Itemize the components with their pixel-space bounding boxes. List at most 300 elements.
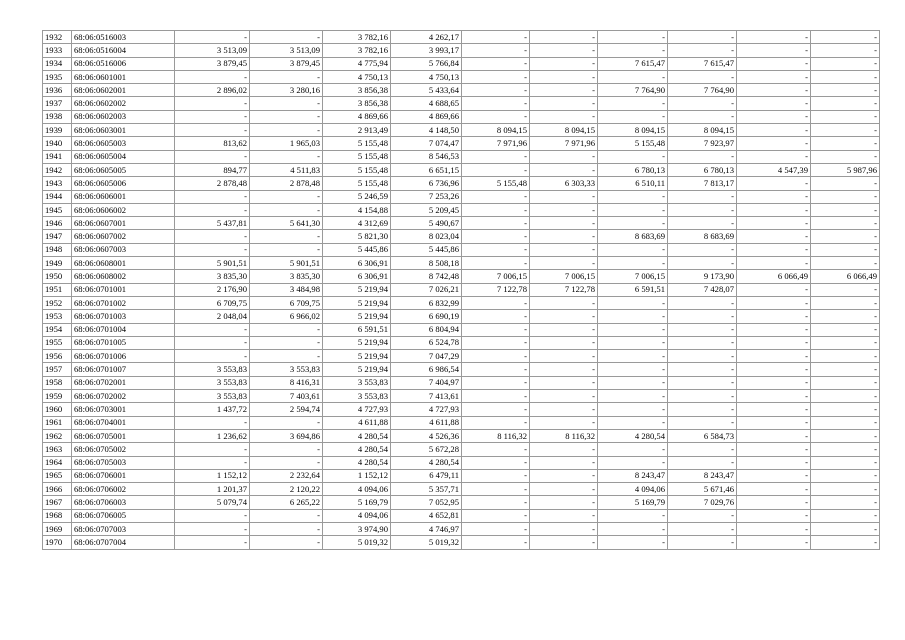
value-cell: 5 672,28 [391,443,462,456]
value-cell: - [250,31,323,44]
value-cell: - [530,243,598,256]
value-cell: - [737,443,811,456]
table-row [43,177,880,190]
value-cell: 5 155,48 [323,177,391,190]
row-number-cell: 1970 [43,536,72,549]
value-cell: 5 437,81 [175,217,250,230]
value-cell: - [462,217,530,230]
value-cell: 3 553,83 [250,363,323,376]
value-cell: - [737,522,811,535]
row-number-cell: 1961 [43,416,72,429]
value-cell: - [462,230,530,243]
value-cell: 3 553,83 [175,390,250,403]
row-number-cell: 1933 [43,44,72,57]
row-number-cell: 1946 [43,217,72,230]
value-cell: 4 280,54 [323,456,391,469]
row-number-cell: 1951 [43,283,72,296]
table-row [43,376,880,389]
cadastral-code-cell: 68:06:0605004 [72,150,175,163]
value-cell: - [598,443,668,456]
value-cell: - [530,296,598,309]
value-cell: - [737,177,811,190]
table-row [43,283,880,296]
cadastral-code-cell: 68:06:0606001 [72,190,175,203]
value-cell: 3 513,09 [250,44,323,57]
table-row [43,496,880,509]
value-cell: - [668,150,737,163]
table-body [43,31,880,550]
row-number-cell: 1954 [43,323,72,336]
value-cell: - [530,363,598,376]
cadastral-code-cell: 68:06:0706002 [72,483,175,496]
value-cell: - [462,150,530,163]
value-cell: - [811,350,880,363]
value-cell: - [668,203,737,216]
table-row [43,97,880,110]
value-cell: - [462,57,530,70]
value-cell: - [250,243,323,256]
table-row [43,84,880,97]
value-cell: - [175,350,250,363]
value-cell: - [175,70,250,83]
value-cell: 3 782,16 [323,44,391,57]
value-cell: - [737,376,811,389]
value-cell: 7 615,47 [598,57,668,70]
value-cell: - [811,217,880,230]
value-cell: - [462,323,530,336]
value-cell: - [530,57,598,70]
value-cell: 8 116,32 [462,429,530,442]
table-row [43,150,880,163]
cadastral-code-cell: 68:06:0516006 [72,57,175,70]
cadastral-code-cell: 68:06:0705002 [72,443,175,456]
value-cell: 6 510,11 [598,177,668,190]
value-cell: - [811,243,880,256]
value-cell: - [250,190,323,203]
value-cell: - [668,190,737,203]
value-cell: 5 019,32 [391,536,462,549]
value-cell: 4 611,88 [391,416,462,429]
value-cell: - [668,443,737,456]
value-cell: 4 652,81 [391,509,462,522]
table-row [43,509,880,522]
table-row [43,403,880,416]
value-cell: 3 856,38 [323,84,391,97]
value-cell: 8 742,48 [391,270,462,283]
value-cell: - [737,203,811,216]
value-cell: 2 878,48 [250,177,323,190]
value-cell: - [250,323,323,336]
cadastral-code-cell: 68:06:0607002 [72,230,175,243]
value-cell: 7 122,78 [530,283,598,296]
row-number-cell: 1938 [43,110,72,123]
value-cell: 5 821,30 [323,230,391,243]
value-cell: - [462,443,530,456]
row-number-cell: 1947 [43,230,72,243]
value-cell: 5 169,79 [598,496,668,509]
value-cell: - [250,443,323,456]
value-cell: 1 965,03 [250,137,323,150]
value-cell: - [811,522,880,535]
value-cell: - [250,97,323,110]
cadastral-code-cell: 68:06:0702002 [72,390,175,403]
value-cell: - [462,257,530,270]
value-cell: - [598,296,668,309]
value-cell: 5 219,94 [323,296,391,309]
value-cell: - [530,163,598,176]
value-cell: 5 219,94 [323,350,391,363]
value-cell: 5 219,94 [323,283,391,296]
value-cell: 7 052,95 [391,496,462,509]
value-cell: 5 445,86 [323,243,391,256]
row-number-cell: 1967 [43,496,72,509]
row-number-cell: 1948 [43,243,72,256]
value-cell: 8 094,15 [668,124,737,137]
table-row [43,31,880,44]
value-cell: - [175,190,250,203]
value-cell: - [598,336,668,349]
value-cell: - [530,336,598,349]
value-cell: - [175,150,250,163]
table-row [43,163,880,176]
value-cell: 6 303,33 [530,177,598,190]
row-number-cell: 1935 [43,70,72,83]
cadastral-code-cell: 68:06:0705003 [72,456,175,469]
value-cell: 1 201,37 [175,483,250,496]
value-cell: - [175,323,250,336]
row-number-cell: 1966 [43,483,72,496]
value-cell: 6 832,99 [391,296,462,309]
value-cell: 3 280,16 [250,84,323,97]
value-cell: - [737,110,811,123]
value-cell: 4 526,36 [391,429,462,442]
value-cell: 8 546,53 [391,150,462,163]
row-number-cell: 1952 [43,296,72,309]
value-cell: 4 148,50 [391,124,462,137]
table-row [43,310,880,323]
value-cell: - [462,336,530,349]
value-cell: - [668,363,737,376]
value-cell: - [462,110,530,123]
value-cell: - [737,57,811,70]
value-cell: 4 727,93 [391,403,462,416]
value-cell: 7 047,29 [391,350,462,363]
value-cell: - [175,522,250,535]
row-number-cell: 1937 [43,97,72,110]
value-cell: - [811,296,880,309]
value-cell: 7 074,47 [391,137,462,150]
value-cell: - [811,57,880,70]
value-cell: - [250,350,323,363]
value-cell: - [530,390,598,403]
value-cell: 4 094,06 [323,483,391,496]
value-cell: - [737,496,811,509]
value-cell: - [175,124,250,137]
table-row [43,124,880,137]
value-cell: 7 813,17 [668,177,737,190]
table-row [43,363,880,376]
value-cell: - [668,70,737,83]
cadastral-code-cell: 68:06:0701004 [72,323,175,336]
value-cell: - [462,70,530,83]
value-cell: 5 219,94 [323,363,391,376]
value-cell: - [598,376,668,389]
value-cell: 7 971,96 [530,137,598,150]
value-cell: 7 413,61 [391,390,462,403]
cadastral-code-cell: 68:06:0516003 [72,31,175,44]
value-cell: - [598,310,668,323]
value-cell: 3 879,45 [175,57,250,70]
value-cell: 5 246,59 [323,190,391,203]
cadastral-code-cell: 68:06:0702001 [72,376,175,389]
value-cell: - [250,70,323,83]
value-cell: - [462,376,530,389]
table-row [43,296,880,309]
value-cell: - [811,509,880,522]
value-cell: - [175,97,250,110]
value-cell: - [811,283,880,296]
value-cell: - [462,416,530,429]
table-row [43,203,880,216]
table-row [43,390,880,403]
row-number-cell: 1965 [43,469,72,482]
value-cell: 6 966,02 [250,310,323,323]
value-cell: 1 152,12 [323,469,391,482]
value-cell: - [175,31,250,44]
value-cell: - [530,350,598,363]
value-cell: 7 971,96 [462,137,530,150]
value-cell: - [811,496,880,509]
value-cell: 4 750,13 [391,70,462,83]
value-cell: - [462,363,530,376]
value-cell: - [175,456,250,469]
value-cell: 7 006,15 [462,270,530,283]
row-number-cell: 1934 [43,57,72,70]
value-cell: - [598,403,668,416]
value-cell: 6 690,19 [391,310,462,323]
table-row [43,469,880,482]
value-cell: 5 671,46 [668,483,737,496]
value-cell: 813,62 [175,137,250,150]
value-cell: - [462,84,530,97]
value-cell: 1 437,72 [175,403,250,416]
value-cell: - [250,522,323,535]
value-cell: 7 764,90 [598,84,668,97]
value-cell: - [811,110,880,123]
value-cell: 3 553,83 [323,390,391,403]
row-number-cell: 1941 [43,150,72,163]
value-cell: 8 243,47 [598,469,668,482]
value-cell: 8 094,15 [530,124,598,137]
value-cell: 9 173,90 [668,270,737,283]
value-cell: - [668,336,737,349]
value-cell: 8 023,04 [391,230,462,243]
cadastral-code-cell: 68:06:0605005 [72,163,175,176]
value-cell: - [737,190,811,203]
value-cell: - [462,390,530,403]
value-cell: 6 584,73 [668,429,737,442]
value-cell: - [668,376,737,389]
value-cell: - [462,536,530,549]
value-cell: 6 591,51 [323,323,391,336]
value-cell: - [462,31,530,44]
value-cell: 5 155,48 [323,150,391,163]
value-cell: 5 433,64 [391,84,462,97]
value-cell: 4 775,94 [323,57,391,70]
value-cell: 8 243,47 [668,469,737,482]
value-cell: - [530,110,598,123]
value-cell: 7 404,97 [391,376,462,389]
value-cell: 5 155,48 [462,177,530,190]
value-cell: - [811,84,880,97]
value-cell: - [598,217,668,230]
value-cell: - [668,44,737,57]
table-row [43,350,880,363]
row-number-cell: 1949 [43,257,72,270]
value-cell: - [668,31,737,44]
value-cell: - [811,31,880,44]
row-number-cell: 1955 [43,336,72,349]
value-cell: - [737,70,811,83]
cadastral-code-cell: 68:06:0701002 [72,296,175,309]
value-cell: - [250,110,323,123]
table-row [43,336,880,349]
row-number-cell: 1959 [43,390,72,403]
value-cell: - [737,456,811,469]
value-cell: - [811,230,880,243]
value-cell: - [668,536,737,549]
value-cell: 4 869,66 [323,110,391,123]
value-cell: 7 428,07 [668,283,737,296]
value-cell: 5 209,45 [391,203,462,216]
value-cell: - [530,97,598,110]
value-cell: - [668,310,737,323]
table-row [43,456,880,469]
value-cell: - [462,522,530,535]
value-cell: - [175,230,250,243]
value-cell: - [668,350,737,363]
value-cell: - [811,416,880,429]
value-cell: - [668,296,737,309]
value-cell: 894,77 [175,163,250,176]
value-cell: 6 736,96 [391,177,462,190]
cadastral-code-cell: 68:06:0701005 [72,336,175,349]
value-cell: 6 479,11 [391,469,462,482]
value-cell: - [175,203,250,216]
value-cell: 7 122,78 [462,283,530,296]
value-cell: - [462,350,530,363]
value-cell: - [737,31,811,44]
cadastral-code-cell: 68:06:0701003 [72,310,175,323]
value-cell: 4 280,54 [323,429,391,442]
value-cell: 5 169,79 [323,496,391,509]
value-cell: - [462,456,530,469]
value-cell: - [250,336,323,349]
value-cell: 3 856,38 [323,97,391,110]
value-cell: - [598,509,668,522]
value-cell: - [598,522,668,535]
value-cell: - [737,243,811,256]
value-cell: - [737,390,811,403]
value-cell: 5 901,51 [175,257,250,270]
value-cell: - [598,390,668,403]
value-cell: 6 066,49 [737,270,811,283]
value-cell: - [530,509,598,522]
value-cell: 6 804,94 [391,323,462,336]
value-cell: 6 306,91 [323,270,391,283]
value-cell: 6 066,49 [811,270,880,283]
row-number-cell: 1957 [43,363,72,376]
value-cell: - [737,310,811,323]
value-cell: - [530,376,598,389]
value-cell: - [668,390,737,403]
value-cell: - [737,150,811,163]
value-cell: 3 513,09 [175,44,250,57]
value-cell: - [462,243,530,256]
cadastral-code-cell: 68:06:0701001 [72,283,175,296]
value-cell: - [462,203,530,216]
value-cell: - [175,243,250,256]
value-cell: - [462,296,530,309]
value-cell: - [811,390,880,403]
row-number-cell: 1939 [43,124,72,137]
value-cell: - [737,44,811,57]
cadastral-code-cell: 68:06:0607003 [72,243,175,256]
value-cell: 3 553,83 [323,376,391,389]
value-cell: - [598,536,668,549]
row-number-cell: 1950 [43,270,72,283]
row-number-cell: 1953 [43,310,72,323]
value-cell: 8 094,15 [598,124,668,137]
value-cell: - [598,190,668,203]
value-cell: - [598,203,668,216]
value-cell: 4 869,66 [391,110,462,123]
value-cell: 2 594,74 [250,403,323,416]
table-row [43,137,880,150]
row-number-cell: 1963 [43,443,72,456]
value-cell: - [598,350,668,363]
value-cell: - [530,190,598,203]
value-cell: - [598,150,668,163]
row-number-cell: 1956 [43,350,72,363]
cadastral-code-cell: 68:06:0608002 [72,270,175,283]
value-cell: 4 547,39 [737,163,811,176]
table-row [43,522,880,535]
table-row [43,536,880,549]
value-cell: 7 026,21 [391,283,462,296]
value-cell: - [175,443,250,456]
cadastral-code-cell: 68:06:0706003 [72,496,175,509]
table-row [43,44,880,57]
cadastral-code-cell: 68:06:0602001 [72,84,175,97]
value-cell: - [462,509,530,522]
row-number-cell: 1962 [43,429,72,442]
cadastral-code-cell: 68:06:0516004 [72,44,175,57]
row-number-cell: 1942 [43,163,72,176]
value-cell: 5 155,48 [598,137,668,150]
value-cell: - [530,496,598,509]
cadastral-code-cell: 68:06:0706001 [72,469,175,482]
value-cell: - [668,110,737,123]
value-cell: 4 688,65 [391,97,462,110]
value-cell: - [668,323,737,336]
value-cell: 2 896,02 [175,84,250,97]
row-number-cell: 1940 [43,137,72,150]
value-cell: - [530,217,598,230]
value-cell: - [462,403,530,416]
value-cell: 2 913,49 [323,124,391,137]
value-cell: - [250,150,323,163]
